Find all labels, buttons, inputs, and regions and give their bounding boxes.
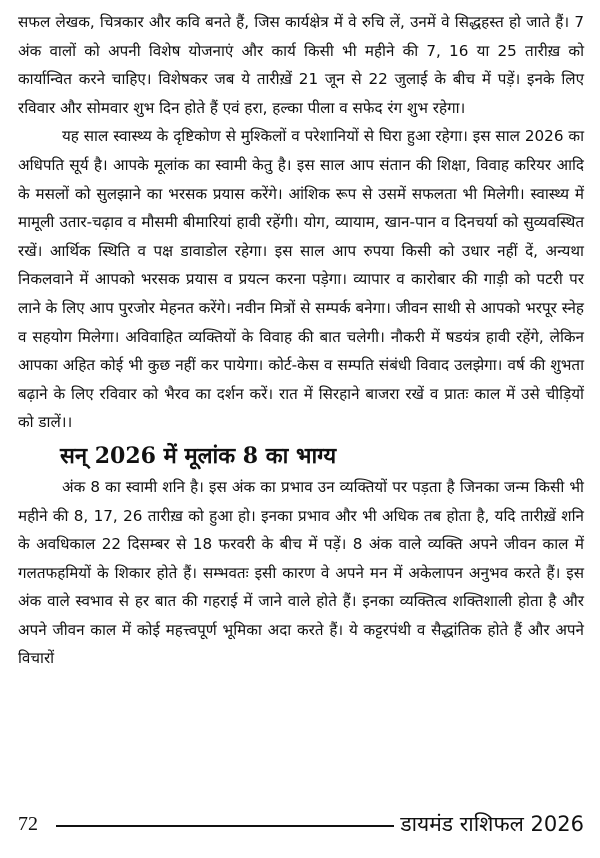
page-footer (18, 806, 584, 836)
paragraph-mulank-7-continued: सफल लेखक, चित्रकार और कवि बनते हैं, जिस कार्यक्षेत्र में वे रुचि लें, उनमें वे सिद्धहस्त हो जाते हैं। 7 अंक वालों को अपनी विशेष योजनाएं और कार्य किसी भी महीने की 7, 16 या 25 तारीख़ को कार्यान्वित करने चाहिए। विशेषकर जब ये तारीख़ें 21 जून से 22 जुलाई के बीच में पड़ें। इनके लिए रविवार और सोमवार शुभ दिन होते हैं एवं हरा, हल्का पीला व सफेद रंग शुभ रहेगा। (18, 13, 584, 117)
section-heading-mulank-8: सन् 2026 में मूलांक 8 का भाग्य (60, 442, 337, 469)
page-number: 72 (18, 813, 38, 835)
footer-rule (56, 825, 394, 827)
paragraph-mulank-8-intro: अंक 8 का स्वामी शनि है। इस अंक का प्रभाव उन व्यक्तियों पर पड़ता है जिनका जन्म किसी भी महीने की 8, 17, 26 तारीख़ को हुआ हो। इनका प्रभाव और भी अधिक तब होता है, यदि तारीख़ें शनि के अवधिकाल 22 दिसम्बर से 18 फरवरी के बीच में पड़ें। 8 अंक वाले व्यक्ति अपने जीवन काल में गलतफहमियों के शिकार होते हैं। सम्भवतः इसी कारण वे अपने मन में अकेलापन अनुभव करते हैं। इस अंक वाले स्वभाव से हर बात की गहराई में जाने वाले होते हैं। इनका व्यक्तित्व शक्तिशाली होता है और अपने जीवन काल में कोई महत्त्वपूर्ण भूमिका अदा करते हैं। ये कट्टरपंथी व सैद्धांतिक होते हैं और अपने विचारों (18, 477, 584, 668)
paragraph-mulank-7-year-forecast: यह साल स्वास्थ्य के दृष्टिकोण से मुश्किलों व परेशानियों से घिरा हुआ रहेगा। इस साल 2026 का अधिपति सूर्य है। आपके मूलांक का स्वामी केतु है। इस साल आप संतान की शिक्षा, विवाह करियर आदि के मसलों को सुलझाने का भरसक प्रयास करेंगे। आंशिक रूप से उसमें सफलता भी मिलेगी। स्वास्थ्य में मामूली उतार-चढ़ाव व मौसमी बीमारियां हावी रहेंगी। योग, व्यायाम, खान-पान व दिनचर्या को सुव्यवस्थित रखें। आर्थिक स्थिति व पक्ष डावाडोल रहेगा। इस साल आप रुपया किसी को उधार नहीं दें, अन्यथा निकलवाने में आपको भरसक प्रयास व प्रयत्न करना पड़ेगा। व्यापार व कारोबार की गाड़ी को पटरी पर लाने के लिए आप पुरजोर मेहनत करेंगे। नवीन मित्रों से सम्पर्क बनेगा। जीवन साथी से आपको भरपूर स्नेह व सहयोग मिलेगा। अविवाहित व्यक्तियों के विवाह की बात चलेगी। नौकरी में षडयंत्र हावी रहेंगे, लेकिन आपका अहित कोई भी कुछ नहीं कर पायेगा। कोर्ट-केस व सम्पति संबंधी विवाद उलझेगा। वर्ष की शुभता बढ़ाने के लिए रविवार को भैरव का दर्शन करें। रात में सिरहाने बाजरा रखें व प्रातः काल में उसे चीड़ियों को डालें।। (18, 127, 584, 432)
publication-title: डायमंड राशिफल 2026 (400, 812, 584, 836)
